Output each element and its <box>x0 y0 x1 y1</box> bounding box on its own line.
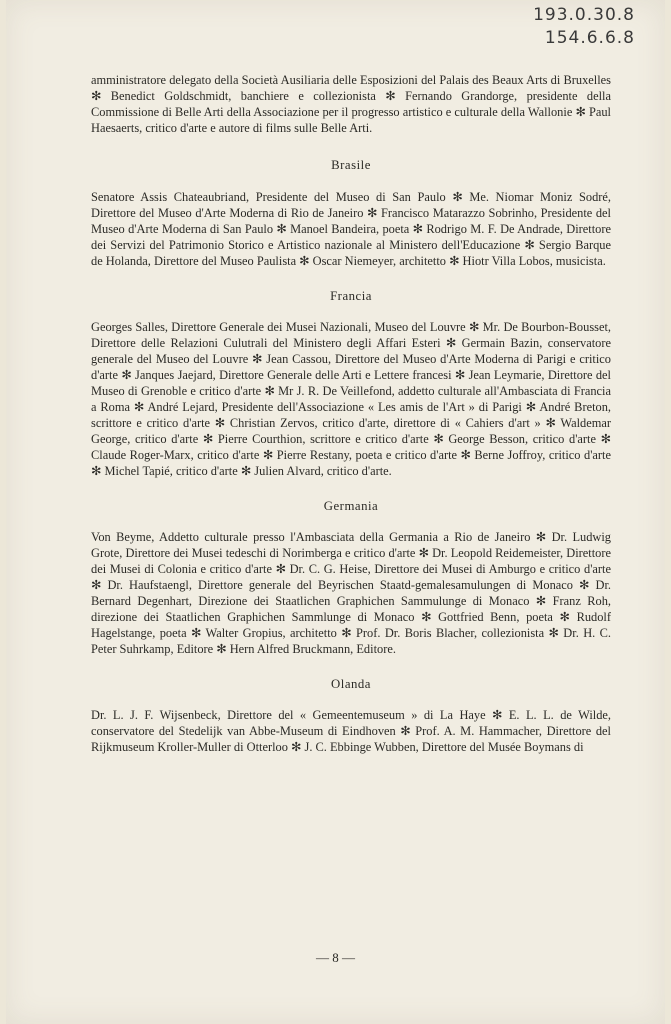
section-text-brasile: Senatore Assis Chateaubriand, Presidente del Museo di San Paulo ✻ Me. Niomar Moniz Sodré, Direttore del Museo d'Arte Moderna di Rio de Janeiro ✻ Francisco Matarazzo Sobrinho, Presidente del Museo d'Arte Moderna di San Paulo ✻ Manoel Bandeira, poeta ✻ Rodrigo M. F. De Andrade, Direttore dei Servizi del Patrimonio Storico e Artistico nazionale al Ministero dell'Educazione ✻ Sergio Barque de Holanda, Direttore del Museo Paulista ✻ Oscar Niemeyer, architetto ✻ Hiotr Villa Lobos, musicista. <box>91 190 611 268</box>
section-text-francia: Georges Salles, Direttore Generale dei Musei Nazionali, Museo del Louvre ✻ Mr. De Bourbon-Bousset, Direttore delle Relazioni Culutrali del Ministero degli Affari Esteri ✻ Germain Bazin, conservatore generale del Museo del Louvre ✻ Jean Cassou, Direttore del Museo d'Arte Moderna di Parigi e critico d'arte ✻ Janques Jaejard, Direttore Generale delle Arti e Lettere francesi ✻ Jean Leymarie, Direttore del Museo di Grenoble e critico d'arte ✻ Mr J. R. De Veillefond, addetto culturale all'Ambasciata di Francia a Roma ✻ André Lejard, Presidente dell'Associazione « Les amis de l'Art » di Parigi ✻ André Breton, scrittore e critico d'arte ✻ Christian Zervos, critico d'arte, direttore di « Cahiers d'art » ✻ Waldemar George, critico d'arte ✻ Pierre Courthion, scrittore e critico d'arte ✻ George Besson, critico d'arte ✻ Claude Roger-Marx, critico d'arte ✻ Pierre Restany, poeta e critico d'arte ✻ Berne Joffroy, critico d'arte ✻ Michel Tapié, critico d'arte ✻ Julien Alvard, critico d'arte. <box>91 320 611 478</box>
document-page <box>6 0 665 1024</box>
section-text-germania: Von Beyme, Addetto culturale presso l'Ambasciata della Germania a Rio de Janeiro ✻ Dr. Ludwig Grote, Direttore dei Musei tedeschi di Norimberga e critico d'arte ✻ Dr. Leopold Reidemeister, Direttore dei Musei di Colonia e critico d'arte ✻ Dr. C. G. Heise, Direttore dei Musei di Amburgo e critico d'arte ✻ Dr. Haufstaengl, Direttore generale del Beyrischen Staatd-gemalesamulungen di Monaco ✻ Dr. Bernard Degenhart, Direzione dei Staatlichen Graphichen Sammulunge di Monaco ✻ Franz Roh, direzione dei Staatlichen Graphichen Sammlunge di Monaco ✻ Gottfried Benn, poeta ✻ Rudolf Hagelstange, poeta ✻ Walter Gropius, architetto ✻ Prof. Dr. Boris Blacher, collezionista ✻ Dr. H. C. Peter Suhrkamp, Editore ✻ Hern Alfred Bruckmann, Editore. <box>91 530 611 656</box>
section-heading-germania: Germania <box>323 499 379 513</box>
archive-stamp <box>533 4 635 50</box>
page-content <box>91 72 611 755</box>
stamp-line-2: 154.6.6.8 <box>544 28 635 48</box>
section-text-olanda: Dr. L. J. F. Wijsenbeck, Direttore del « Gemeentemuseum » di La Haye ✻ E. L. L. de Wilde, conservatore del Stedelijk van Abbe-Museum di Eindhoven ✻ Prof. A. M. Hammacher, Direttore del Rijkmuseum Kroller-Muller di Otterloo ✻ J. C. Ebbinge Wubben, Direttore del Musée Boymans di <box>91 708 611 754</box>
page-number: — 8 — <box>316 950 355 965</box>
stamp-line-1: 193.0.30.8 <box>533 5 635 25</box>
intro-paragraph: amministratore delegato della Società Ausiliaria delle Esposizioni del Palais des Beaux Arts di Bruxelles ✻ Benedict Goldschmidt, banchiere e collezionista ✻ Fernando Grandorge, presidente della Commissione di Belle Arti della Associazione per il progresso artistico e culturale della Wallonie ✻ Paul Haesaerts, critico d'arte e autore di films sulle Belle Arti. <box>91 73 611 135</box>
section-heading-francia: Francia <box>330 289 372 303</box>
section-heading-olanda: Olanda <box>331 677 371 691</box>
section-heading-brasile: Brasile <box>331 158 371 172</box>
